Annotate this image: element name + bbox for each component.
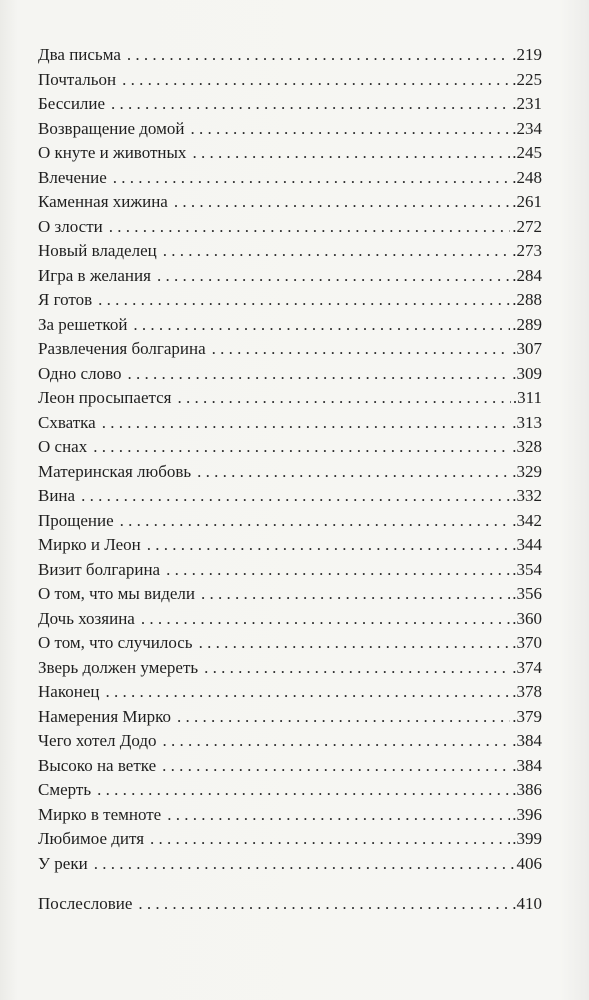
toc-entry <box>38 239 542 264</box>
toc-entry-page: .384 <box>512 755 542 775</box>
toc-leader-dots <box>81 484 510 509</box>
toc-entry <box>38 852 542 877</box>
toc-entry-page: .378 <box>512 682 542 701</box>
toc-entry-title: Высоко на ветке <box>38 755 157 775</box>
toc-entry-title: Новый владелец <box>38 241 157 260</box>
toc-entry-title: О снах <box>38 437 88 456</box>
toc-entry <box>38 754 542 779</box>
toc-entry-page: .374 <box>512 657 542 677</box>
toc-entry-page: .410 <box>512 894 542 913</box>
toc-entry-page: .399 <box>512 829 542 848</box>
toc-entry <box>38 264 542 289</box>
toc-entry-title: Одно слово <box>38 363 122 383</box>
toc-entry <box>38 827 542 852</box>
toc-entry-page: .309 <box>512 363 542 383</box>
toc-leader-dots <box>162 754 510 779</box>
toc-entry-title: Развлечения болгарина <box>38 339 206 358</box>
toc-entry-page: .248 <box>512 167 542 187</box>
toc-leader-dots <box>98 288 510 313</box>
toc-entry-title: Намерения Мирко <box>38 706 172 726</box>
toc-entry-title: Материнская любовь <box>38 461 192 481</box>
toc-entry <box>38 362 542 387</box>
toc-leader-dots <box>199 631 511 656</box>
toc-entry-title: Схватка <box>38 412 96 432</box>
toc-leader-dots <box>147 533 510 558</box>
toc-entry <box>38 705 542 730</box>
toc-entry-page: .313 <box>512 412 542 432</box>
toc-entry-page: .344 <box>512 535 542 554</box>
toc-leader-dots <box>102 411 511 436</box>
toc-entry <box>38 337 542 362</box>
toc-leader-dots <box>178 386 511 411</box>
toc-leader-dots <box>127 43 510 68</box>
toc-leader-dots <box>150 827 510 852</box>
toc-entry-title: Визит болгарина <box>38 559 161 579</box>
toc-leader-dots <box>197 460 510 485</box>
toc-leader-dots <box>120 509 511 534</box>
toc-leader-dots <box>212 337 511 362</box>
toc-entry <box>38 288 542 313</box>
toc-entry <box>38 803 542 828</box>
toc-leader-dots <box>109 215 511 240</box>
toc-leader-dots <box>122 68 510 93</box>
toc-leader-dots <box>204 656 510 681</box>
toc-leader-dots <box>157 264 510 289</box>
toc-entry <box>38 386 542 411</box>
toc-entry-title: Леон просыпается <box>38 388 172 407</box>
toc-entry-page: .386 <box>512 780 542 799</box>
toc-entry <box>38 435 542 460</box>
toc-entry-title: Игра в желания <box>38 265 151 285</box>
toc-entry <box>38 680 542 705</box>
toc-leader-dots <box>190 117 510 142</box>
toc-entry-page: 406 <box>516 853 542 873</box>
toc-entry <box>38 558 542 583</box>
toc-leader-dots <box>113 166 510 191</box>
toc-entry-page: .245 <box>512 143 542 162</box>
toc-entry-title: О кнуте и животных <box>38 143 187 162</box>
toc-entry-page: .360 <box>512 608 542 628</box>
toc-leader-dots <box>111 92 510 117</box>
toc-entry <box>38 190 542 215</box>
toc-entry <box>38 607 542 632</box>
toc-entry <box>38 484 542 509</box>
toc-entry-title: Бессилие <box>38 94 106 113</box>
toc-leader-dots <box>141 607 510 632</box>
toc-entry-title: Два письма <box>38 45 121 64</box>
toc-entry-title: Возвращение домой <box>38 118 185 138</box>
toc-entry-page: .370 <box>512 633 542 652</box>
toc-entry-page: .273 <box>512 241 542 260</box>
toc-entry <box>38 141 542 166</box>
toc-entry-page: .272 <box>512 216 542 236</box>
toc-entry <box>38 117 542 142</box>
toc-entry-title: Послесловие <box>38 894 133 913</box>
toc-leader-dots <box>174 190 510 215</box>
toc-entry-title: Дочь хозяина <box>38 608 135 628</box>
toc-leader-dots <box>94 852 515 877</box>
toc-entry-title: Зверь должен умереть <box>38 657 199 677</box>
table-of-contents <box>38 43 542 917</box>
toc-leader-dots <box>138 892 510 917</box>
toc-entry-title: Мирко в темноте <box>38 804 162 824</box>
toc-entry-page: .231 <box>512 94 542 113</box>
toc-leader-dots <box>166 558 510 583</box>
toc-entry <box>38 582 542 607</box>
toc-leader-dots <box>93 435 510 460</box>
toc-entry-title: О том, что случилось <box>38 633 193 652</box>
toc-entry-title: За решеткой <box>38 314 128 334</box>
toc-entry <box>38 68 542 93</box>
toc-entry-page: .342 <box>512 510 542 530</box>
toc-entry-page: .379 <box>512 706 542 726</box>
toc-entry-page: .311 <box>512 388 542 407</box>
toc-entry <box>38 656 542 681</box>
toc-entry-page: .356 <box>512 584 542 603</box>
toc-entry-title: Прощение <box>38 510 114 530</box>
toc-leader-dots <box>97 778 510 803</box>
toc-entry <box>38 92 542 117</box>
toc-entry <box>38 166 542 191</box>
toc-entry-page: .384 <box>512 731 542 750</box>
toc-entry-page: .354 <box>512 559 542 579</box>
toc-entry-title: Любимое дитя <box>38 829 145 848</box>
toc-leader-dots <box>167 803 510 828</box>
toc-entry-page: .261 <box>512 192 542 211</box>
toc-entry-title: Я готов <box>38 290 93 309</box>
toc-entry-title: Мирко и Леон <box>38 535 141 554</box>
toc-entry <box>38 460 542 485</box>
toc-leader-dots <box>105 680 510 705</box>
toc-entry-title: Наконец <box>38 682 100 701</box>
toc-entry-title: О том, что мы видели <box>38 584 196 603</box>
toc-leader-dots <box>177 705 510 730</box>
toc-entry-page: .288 <box>512 290 542 309</box>
toc-entry-page: .307 <box>512 339 542 358</box>
toc-entry <box>38 313 542 338</box>
toc-leader-dots <box>201 582 510 607</box>
toc-entry-title: Вина <box>38 486 76 505</box>
toc-entry-title: Чего хотел Додо <box>38 731 157 750</box>
toc-leader-dots <box>128 362 511 387</box>
toc-entry-page: .332 <box>512 486 542 505</box>
toc-entry <box>38 533 542 558</box>
toc-entry-page: .284 <box>512 265 542 285</box>
toc-entry-title: Смерть <box>38 780 92 799</box>
toc-entry-page: .234 <box>512 118 542 138</box>
toc-entry-page: .328 <box>512 437 542 456</box>
toc-leader-dots <box>192 141 510 166</box>
toc-entry-title: О злости <box>38 216 103 236</box>
toc-entry <box>38 778 542 803</box>
toc-entry-title: Влечение <box>38 167 107 187</box>
toc-entry-page: .329 <box>512 461 542 481</box>
toc-entry-page: .396 <box>512 804 542 824</box>
toc-entry-title: У реки <box>38 853 88 873</box>
toc-leader-dots <box>133 313 510 338</box>
toc-entry <box>38 43 542 68</box>
toc-entry-title: Каменная хижина <box>38 192 168 211</box>
toc-entry-page: .225 <box>512 69 542 89</box>
toc-entry-page: .219 <box>512 45 542 64</box>
toc-entry-title: Почтальон <box>38 69 117 89</box>
toc-entry <box>38 215 542 240</box>
toc-entry <box>38 729 542 754</box>
toc-entry <box>38 631 542 656</box>
toc-entry-page: .289 <box>512 314 542 334</box>
toc-entry <box>38 509 542 534</box>
toc-leader-dots <box>163 729 511 754</box>
toc-entry <box>38 411 542 436</box>
toc-leader-dots <box>163 239 511 264</box>
toc-entry-epilogue <box>38 892 542 917</box>
